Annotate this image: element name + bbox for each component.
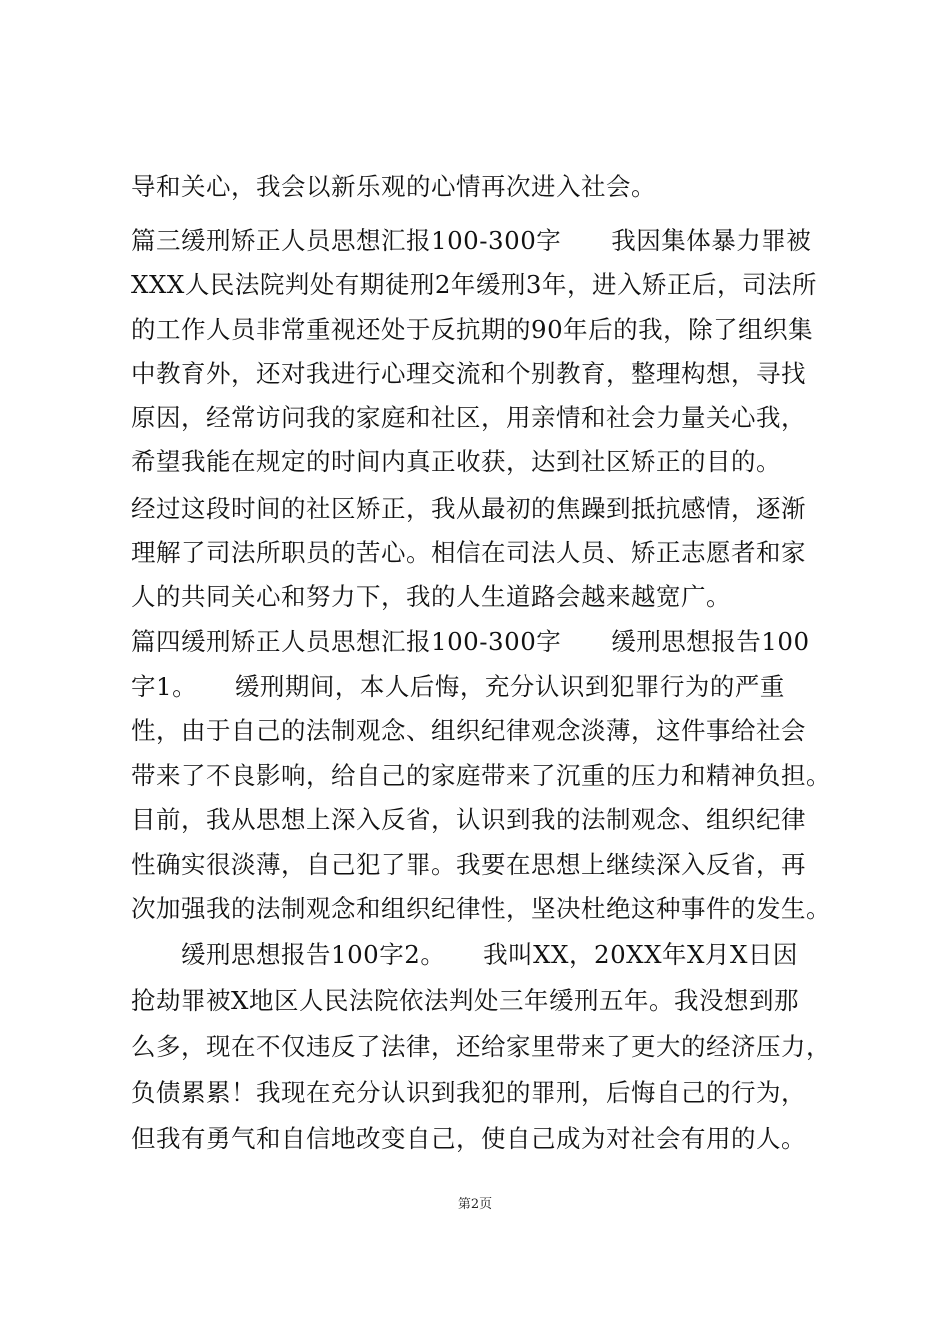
text-line: 的工作人员非常重视还处于反抗期的90年后的我，除了组织集 xyxy=(131,315,814,344)
text-line: 缓刑思想报告100字2。 我叫XX，20XX年X月X日因 xyxy=(131,940,798,969)
text-line: 原因，经常访问我的家庭和社区，用亲情和社会力量关心我， xyxy=(131,403,806,432)
text-line: 抢劫罪被X地区人民法院依法判处三年缓刑五年。我没想到那 xyxy=(131,986,799,1015)
text-line: 中教育外，还对我进行心理交流和个别教育，整理构想，寻找 xyxy=(131,359,806,388)
text-line: 性确实很淡薄，自己犯了罪。我要在思想上继续深入反省，再 xyxy=(131,850,806,879)
page-number: 第2页 xyxy=(457,1197,493,1212)
text-line: 目前，我从思想上深入反省，认识到我的法制观念、组织纪律 xyxy=(131,805,806,834)
text-line: 篇三缓刑矫正人员思想汇报100-300字 我因集体暴力罪被 xyxy=(131,226,812,255)
text-line: 次加强我的法制观念和组织纪律性，坚决杜绝这种事件的发生。 xyxy=(131,894,831,923)
text-line: 么多，现在不仅违反了法律，还给家里带来了更大的经济压力， xyxy=(131,1032,831,1061)
text-line: 经过这段时间的社区矫正，我从最初的焦躁到抵抗感情，逐渐 xyxy=(131,494,806,523)
text-line: 理解了司法所职员的苦心。相信在司法人员、矫正志愿者和家 xyxy=(131,538,806,567)
text-line: 希望我能在规定的时间内真正收获，达到社区矫正的目的。 xyxy=(131,447,781,476)
text-line: 篇四缓刑矫正人员思想汇报100-300字 缓刑思想报告100 xyxy=(131,627,810,656)
text-line: 性，由于自己的法制观念、组织纪律观念淡薄，这件事给社会 xyxy=(131,716,806,745)
text-line: 负债累累！我现在充分认识到我犯的罪刑，后悔自己的行为， xyxy=(131,1078,806,1107)
text-line: 带来了不良影响，给自己的家庭带来了沉重的压力和精神负担。 xyxy=(131,761,831,790)
text-line: 字1。 缓刑期间，本人后悔，充分认识到犯罪行为的严重 xyxy=(131,672,785,701)
text-line: 导和关心，我会以新乐观的心情再次进入社会。 xyxy=(131,172,656,201)
text-line: 人的共同关心和努力下，我的人生道路会越来越宽广。 xyxy=(131,582,731,611)
text-line: 但我有勇气和自信地改变自己，使自己成为对社会有用的人。 xyxy=(131,1124,806,1153)
text-line: XXX人民法院判处有期徒刑2年缓刑3年，进入矫正后，司法所 xyxy=(131,270,817,299)
